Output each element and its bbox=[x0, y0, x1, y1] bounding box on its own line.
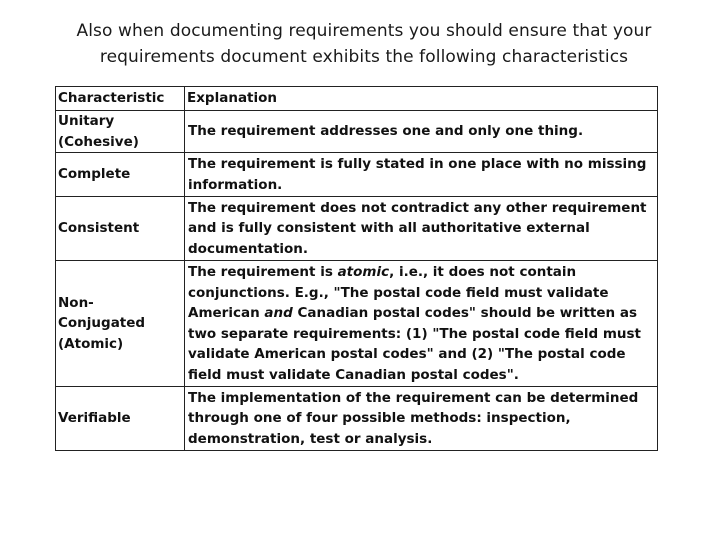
emphasis-and: and bbox=[264, 305, 293, 321]
explanation-cell: The requirement does not contradict any other requirement and is fully consistent with all authoritative external documentation. bbox=[185, 197, 658, 261]
title-line-2: requirements document exhibits the following characteristics bbox=[99, 47, 629, 67]
explanation-cell: The requirement is fully stated in one place with no missing information. bbox=[185, 153, 658, 197]
characteristic-cell: Verifiable bbox=[56, 387, 185, 451]
explanation-text: The requirement is bbox=[188, 264, 338, 280]
explanation-cell bbox=[185, 261, 658, 387]
title-line-1: Also when documenting requirements you should ensure that your bbox=[76, 21, 652, 41]
slide-title bbox=[40, 18, 688, 70]
explanation-cell: The implementation of the requirement can be determined through one of four possible methods: inspection, demonstration, test or analysis. bbox=[185, 387, 658, 451]
characteristic-cell: Complete bbox=[56, 153, 185, 197]
characteristic-cell: Unitary (Cohesive) bbox=[56, 111, 185, 153]
requirements-characteristics-table bbox=[55, 86, 658, 451]
header-explanation: Explanation bbox=[185, 87, 658, 111]
explanation-cell: The requirement addresses one and only one thing. bbox=[185, 111, 658, 153]
emphasis-atomic: atomic bbox=[337, 264, 390, 280]
characteristic-cell: Consistent bbox=[56, 197, 185, 261]
table-row bbox=[56, 111, 658, 153]
table-row bbox=[56, 197, 658, 261]
characteristic-cell: Non-Conjugated (Atomic) bbox=[56, 261, 185, 387]
table-row bbox=[56, 387, 658, 451]
table-row bbox=[56, 153, 658, 197]
table-row bbox=[56, 261, 658, 387]
table-header-row bbox=[56, 87, 658, 111]
explanation-text: , i.e., it does not contain conjunctions. E.g., "The postal code field must validate American bbox=[188, 264, 609, 321]
header-characteristic: Characteristic bbox=[56, 87, 185, 111]
explanation-text: Canadian postal codes" should be written as two separate requirements: (1) "The postal code field must validate American postal codes" and (2) "The postal code field must validate Canadian postal codes". bbox=[188, 305, 642, 383]
